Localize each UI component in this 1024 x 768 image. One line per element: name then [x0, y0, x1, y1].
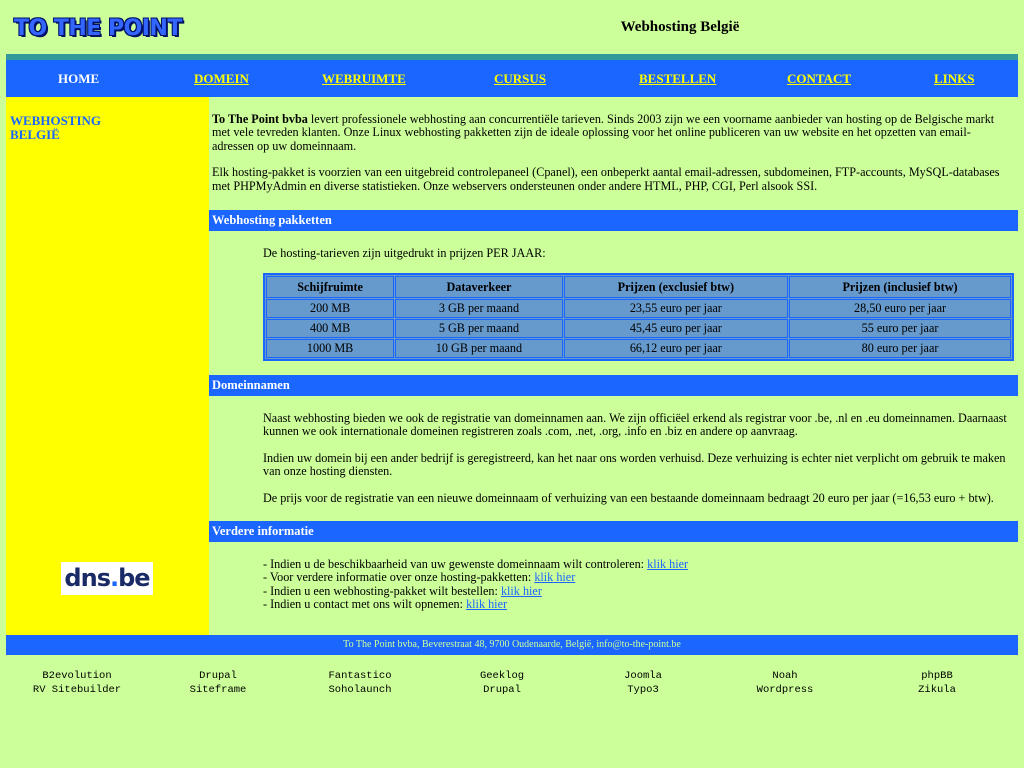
nav-cursus[interactable]: CURSUS	[494, 71, 547, 86]
nav-home[interactable]: HOME	[58, 71, 100, 86]
list-item	[263, 598, 1015, 611]
table-cell: 1000 MB	[266, 339, 394, 358]
column-header: Prijzen (inclusief btw)	[789, 276, 1011, 298]
table-cell: 200 MB	[266, 299, 394, 318]
header	[0, 0, 1024, 54]
table-row	[266, 299, 1011, 318]
cms-link[interactable]: Fantastico	[328, 670, 392, 682]
cms-column	[7, 669, 147, 697]
list-item-text: - Voor verdere informatie over onze hosting-pakketten:	[263, 570, 535, 585]
nav-bestellen[interactable]: BESTELLEN	[639, 71, 717, 86]
cms-link[interactable]: Drupal	[199, 670, 237, 682]
section-heading-more-info: Verdere informatie	[209, 521, 1018, 542]
column-header: Schijfruimte	[266, 276, 394, 298]
table-cell: 400 MB	[266, 319, 394, 338]
list-item-text: - Indien u een webhosting-pakket wilt bestellen:	[263, 583, 501, 598]
list-item	[263, 585, 1015, 598]
cms-link[interactable]: Zikula	[918, 684, 956, 696]
contact-link[interactable]: klik hier	[466, 597, 508, 612]
domains-paragraph-3: De prijs voor de registratie van een nieuwe domeinnaam of verhuizing van een bestaande domeinnaam bedraagt 20 euro per jaar (=16,53 euro + btw).	[263, 490, 994, 505]
cms-link[interactable]: Drupal	[483, 684, 521, 696]
cms-link[interactable]: RV Sitebuilder	[32, 684, 122, 696]
section-heading-domains: Domeinnamen	[209, 375, 1018, 396]
table-cell: 28,50 euro per jaar	[789, 299, 1011, 318]
column-header: Dataverkeer	[395, 276, 562, 298]
main-navigation	[6, 60, 1018, 97]
cms-column	[573, 669, 713, 697]
more-info-list	[263, 558, 1015, 612]
nav-domein[interactable]: DOMEIN	[194, 71, 249, 86]
cms-column	[432, 669, 572, 697]
cms-link[interactable]: Typo3	[627, 684, 659, 696]
intro-paragraph-1	[212, 113, 1012, 153]
sidebar-title-line1: WEBHOSTING	[10, 113, 102, 128]
table-cell: 55 euro per jaar	[789, 319, 1011, 338]
cms-link[interactable]: Wordpress	[756, 684, 814, 696]
nav-links[interactable]: LINKS	[934, 71, 975, 86]
site-logo[interactable]: TO THE POINT	[14, 16, 182, 41]
pricing-table	[263, 273, 1014, 361]
nav-webruimte[interactable]: WEBRUIMTE	[322, 71, 406, 86]
intro-paragraph-2: Elk hosting-pakket is voorzien van een uitgebreid controlepaneel (Cpanel), een onbeperkt aantal email-adressen, subdomeinen, FTP-accounts, MySQL-databases met PHPMyAdmin en diverse statistieken. Onze webservers ondersteunen onder andere HTML, PHP, CGI, Perl alsook SSI.	[212, 165, 1000, 193]
domains-paragraph-1: Naast webhosting bieden we ook de registratie van domeinnamen aan. We zijn officiëel erkend als registrar voor .be, .nl en .eu domeinnamen. Daarnaast kunnen we ook internationale domeinen registreren zoals .com, .net, .org, .info en .biz en andere op aanvraag.	[263, 411, 1007, 439]
table-row	[266, 339, 1011, 358]
table-cell: 3 GB per maand	[395, 299, 562, 318]
cms-link[interactable]: Siteframe	[189, 684, 247, 696]
list-item-text: - Indien u contact met ons wilt opnemen:	[263, 597, 467, 612]
cms-column	[867, 669, 1007, 697]
list-item	[263, 558, 1015, 571]
intro-p1-text: levert professionele webhosting aan concurrentiële tarieven. Sinds 2003 zijn we een voorname aanbieder van hosting op de Belgische markt met vele tevreden klanten. Onze Linux webhosting pakketten zijn de ideale oplossing voor het online publiceren van uw website en het opzetten van email-adressen op uw domeinnaam.	[212, 112, 995, 153]
table-cell: 23,55 euro per jaar	[564, 299, 788, 318]
sidebar-title	[10, 114, 130, 142]
cms-link[interactable]: Soholaunch	[328, 684, 392, 696]
list-item-text: - Indien u de beschikbaarheid van uw gewenste domeinnaam wilt controleren:	[263, 557, 648, 571]
cms-link[interactable]: phpBB	[921, 670, 953, 682]
table-cell: 80 euro per jaar	[789, 339, 1011, 358]
cms-link[interactable]: Noah	[772, 670, 798, 682]
table-cell: 5 GB per maand	[395, 319, 562, 338]
main-content	[209, 97, 1018, 635]
cms-column	[290, 669, 430, 697]
cms-column	[715, 669, 855, 697]
sidebar-title-line2: BELGIË	[10, 127, 60, 142]
cms-column	[148, 669, 288, 697]
domains-paragraph-2: Indien uw domein bij een ander bedrijf is geregistreerd, kan het naar ons worden verhuisd. Deze verhuizing is echter niet verplicht om gebruik te maken van onze hosting diensten.	[263, 450, 1006, 479]
table-cell: 66,12 euro per jaar	[564, 339, 788, 358]
table-cell: 10 GB per maand	[395, 339, 562, 358]
section-heading-packages: Webhosting pakketten	[209, 210, 1018, 231]
nav-contact[interactable]: CONTACT	[787, 71, 852, 86]
cms-link[interactable]: Joomla	[624, 670, 662, 682]
cms-link[interactable]: B2evolution	[42, 670, 112, 682]
order-package-link[interactable]: klik hier	[500, 583, 542, 598]
cms-link[interactable]: Geeklog	[479, 670, 525, 682]
footer-address: To The Point bvba, Beverestraat 48, 9700 Oudenaarde, België, info@to-the-point.be	[6, 635, 1018, 655]
packages-note: De hosting-tarieven zijn uitgedrukt in prijzen PER JAAR:	[263, 246, 546, 260]
dns-logo-dot: .	[109, 564, 119, 592]
dns-logo-right: be	[118, 564, 150, 592]
company-name: To The Point bvba	[212, 112, 308, 126]
sidebar	[6, 97, 209, 635]
table-cell: 45,45 euro per jaar	[564, 319, 788, 338]
list-item	[263, 571, 1015, 584]
table-row	[266, 319, 1011, 338]
domains-text	[263, 412, 1015, 518]
dns-logo-left: dns	[64, 564, 110, 592]
site-title: Webhosting België	[620, 19, 740, 35]
table-header-row	[266, 276, 1011, 298]
column-header: Prijzen (exclusief btw)	[564, 276, 788, 298]
intro-text	[212, 113, 1012, 206]
dns-be-logo[interactable]	[61, 562, 153, 595]
check-domain-link[interactable]: klik hier	[647, 557, 689, 571]
hosting-info-link[interactable]: klik hier	[534, 570, 576, 585]
